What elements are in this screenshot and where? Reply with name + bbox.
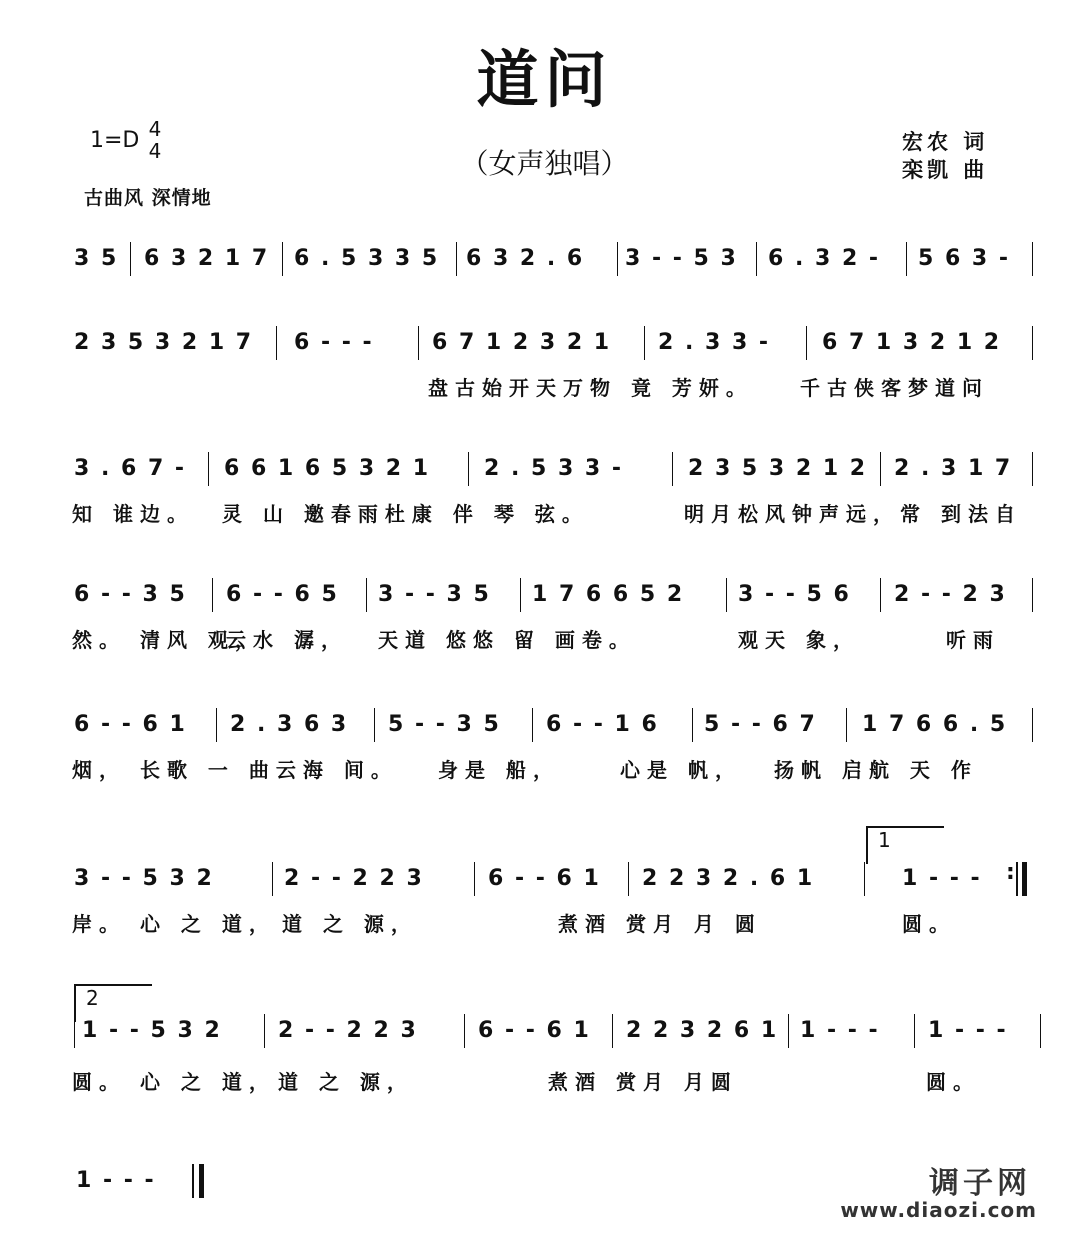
measure-notes: 2 . 3 6 3 (230, 712, 349, 737)
measure-notes: 1 - - - (928, 1018, 1008, 1043)
measure-notes: 5 - - 6 7 (704, 712, 817, 737)
barline (672, 452, 673, 486)
measure-notes: 6 3 2 1 7 (144, 246, 270, 271)
barline (208, 452, 209, 486)
measure-notes: 6 . 3 2 - (768, 246, 881, 271)
notation-line (72, 862, 1040, 896)
measure-notes: 6 7 1 2 3 2 1 (432, 330, 612, 355)
notation-line (72, 452, 1040, 486)
lyric-text: 听雨 (946, 628, 1000, 652)
measure-notes: 1 - - - (902, 866, 982, 891)
lyric-line (72, 498, 1040, 528)
measure-notes: 6 - - 6 1 (488, 866, 601, 891)
notation-line (72, 708, 1040, 742)
lyric-line (72, 1066, 1040, 1096)
lyric-text: 盘古始开天万物 竟 芳妍。 (428, 376, 753, 400)
measure-notes: 6 - - 6 1 (74, 712, 187, 737)
measure-notes: 6 6 1 6 5 3 2 1 (224, 456, 431, 481)
notation-line (72, 1164, 1040, 1198)
barline (880, 578, 881, 612)
lyric-text: 圆。 心 之 道， (72, 1070, 276, 1094)
measure-notes: 2 . 3 1 7 (894, 456, 1013, 481)
notation-line (72, 578, 1040, 612)
barline (474, 862, 475, 896)
lyric-text: 煮酒 赏月 月圆 (548, 1070, 738, 1094)
barline (756, 242, 757, 276)
final-barline (192, 1164, 194, 1198)
barline (628, 862, 629, 896)
lyric-text: 心是 帆， (620, 758, 742, 782)
barline (374, 708, 375, 742)
measure-notes: 2 - - 2 2 3 (278, 1018, 418, 1043)
song-title: 道问 (476, 43, 613, 116)
measure-notes: 1 7 6 6 . 5 (862, 712, 1008, 737)
lyric-text: 云水 潺， (226, 628, 348, 652)
measure-notes: 3 - - 3 5 (378, 582, 491, 607)
lyric-text: 然。 清风 观， (72, 628, 262, 652)
measure-notes: 3 5 (74, 246, 119, 271)
barline (468, 452, 469, 486)
lyric-text: 道 之 源， (282, 912, 418, 936)
barline (914, 1014, 915, 1048)
lyric-text: 知 谁边。 (72, 502, 194, 526)
barline (806, 326, 807, 360)
barline (532, 708, 533, 742)
barline (130, 242, 131, 276)
measure-notes: 6 - - 6 1 (478, 1018, 591, 1043)
measure-notes: 6 - - 6 5 (226, 582, 339, 607)
barline (276, 326, 277, 360)
barline (612, 1014, 613, 1048)
measure-notes: 6 . 5 3 3 5 (294, 246, 440, 271)
barline (788, 1014, 789, 1048)
barline (464, 1014, 465, 1048)
composer-credit: 栾凯 曲 (902, 158, 989, 182)
barline (906, 242, 907, 276)
time-signature (146, 118, 164, 162)
barline (617, 242, 618, 276)
measure-notes: 1 - - - (76, 1168, 156, 1193)
barline (1040, 1014, 1041, 1048)
measure-notes: 3 - - 5 3 (625, 246, 738, 271)
barline (520, 578, 521, 612)
measure-notes: 2 3 5 3 2 1 2 (688, 456, 868, 481)
ending-number: 2 (86, 986, 99, 1010)
notation-line (72, 242, 1040, 276)
lyric-text: 千古侠客梦道问 (800, 376, 989, 400)
barline (272, 862, 273, 896)
lyric-text: 天道 悠悠 留 画卷。 (378, 628, 636, 652)
lyric-text: 道 之 源， (278, 1070, 414, 1094)
barline (366, 578, 367, 612)
ending-number: 1 (878, 828, 891, 852)
tempo-marking: 古曲风 深情地 (84, 187, 212, 209)
measure-notes: 6 - - - (294, 330, 374, 355)
measure-notes: 2 3 5 3 2 1 7 (74, 330, 254, 355)
barline (880, 452, 881, 486)
barline (418, 326, 419, 360)
first-ending-bracket (866, 826, 944, 864)
barline (644, 326, 645, 360)
measure-notes: 3 . 6 7 - (74, 456, 187, 481)
barline (216, 708, 217, 742)
lyric-text: 圆。 (902, 912, 956, 936)
lyric-text: 烟， 长歌 一 曲云海 间。 (72, 758, 398, 782)
lyric-text: 岸。 心 之 道， (72, 912, 276, 936)
lyric-line (72, 908, 1040, 938)
lyric-text: 明月松风钟声远，常 到法自 (684, 502, 1022, 526)
barline (1032, 326, 1033, 360)
notation-line (72, 326, 1040, 360)
barline (212, 578, 213, 612)
measure-notes: 6 3 2 . 6 (466, 246, 585, 271)
barline (726, 578, 727, 612)
measure-notes: 6 - - 3 5 (74, 582, 187, 607)
barline (1032, 242, 1033, 276)
measure-notes: 3 - - 5 3 2 (74, 866, 214, 891)
measure-notes: 5 - - 3 5 (388, 712, 501, 737)
measure-notes: 1 - - - (800, 1018, 880, 1043)
measure-notes: 6 - - 1 6 (546, 712, 659, 737)
measure-notes: 2 . 3 3 - (658, 330, 771, 355)
measure-notes: 2 2 3 2 6 1 (626, 1018, 779, 1043)
barline (1032, 452, 1033, 486)
lyricist-credit: 宏农 词 (902, 130, 989, 154)
watermark-logo: 调子网 (929, 1166, 1031, 1201)
lyric-line (72, 754, 1040, 784)
second-ending-bracket (74, 984, 152, 1022)
barline (1032, 578, 1033, 612)
lyric-text: 灵 山 邀春雨杜康 伴 琴 弦。 (222, 502, 589, 526)
lyric-line (72, 372, 1040, 402)
measure-notes: 1 - - 5 3 2 (82, 1018, 222, 1043)
measure-notes: 1 7 6 6 5 2 (532, 582, 685, 607)
barline (264, 1014, 265, 1048)
barline (456, 242, 457, 276)
key-signature: 1=D (90, 128, 140, 153)
lyric-text: 煮酒 赏月 月 圆 (558, 912, 762, 936)
repeat-barline (1016, 862, 1018, 896)
lyric-line (72, 624, 1040, 654)
measure-notes: 2 . 5 3 3 - (484, 456, 624, 481)
lyric-text: 扬帆 启航 天 作 (774, 758, 978, 782)
lyric-text: 观天 象， (738, 628, 860, 652)
measure-notes: 2 2 3 2 . 6 1 (642, 866, 815, 891)
notation-line (72, 1014, 1040, 1048)
measure-notes: 6 7 1 3 2 1 2 (822, 330, 1002, 355)
barline (864, 862, 865, 896)
measure-notes: 2 - - 2 3 (894, 582, 1007, 607)
measure-notes: 3 - - 5 6 (738, 582, 851, 607)
measure-notes: 5 6 3 - (918, 246, 1011, 271)
barline (282, 242, 283, 276)
time-signature-bottom: 4 (148, 139, 162, 163)
measure-notes: 2 - - 2 2 3 (284, 866, 424, 891)
barline (692, 708, 693, 742)
time-signature-top: 4 (148, 117, 162, 141)
watermark-url: www.diaozi.com (840, 1198, 1037, 1222)
lyric-text: 身是 船， (438, 758, 560, 782)
barline (1032, 708, 1033, 742)
barline (846, 708, 847, 742)
song-subtitle: （女声独唱） (460, 147, 629, 180)
lyric-text: 圆。 (926, 1070, 980, 1094)
